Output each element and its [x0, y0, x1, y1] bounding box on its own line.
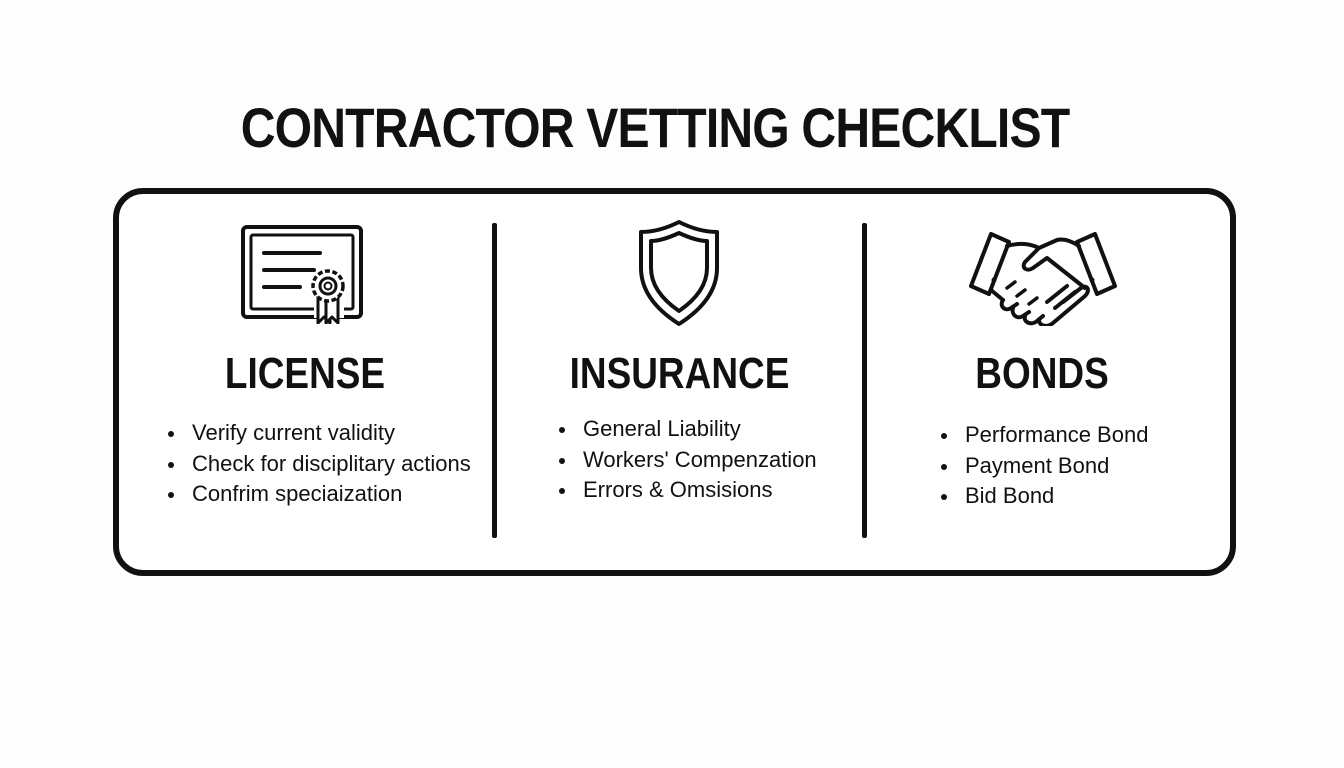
- list-item: Bid Bond: [939, 481, 1148, 512]
- bonds-column: [867, 196, 1217, 556]
- bonds-list: [939, 420, 1148, 512]
- certificate-icon: [240, 224, 366, 324]
- list-item: General Liability: [557, 414, 817, 445]
- bonds-heading: BONDS: [975, 349, 1109, 398]
- list-item: Confrim speciaization: [166, 479, 471, 510]
- license-heading: LICENSE: [224, 349, 386, 398]
- license-list: [166, 418, 471, 510]
- list-item: Payment Bond: [939, 451, 1148, 482]
- list-item: Performance Bond: [939, 420, 1148, 451]
- insurance-list: [557, 414, 817, 506]
- shield-icon: [637, 218, 721, 328]
- handshake-icon: [967, 230, 1119, 326]
- license-column: [120, 196, 490, 556]
- list-item: Verify current validity: [166, 418, 471, 449]
- list-item: Workers' Compenzation: [557, 445, 817, 476]
- page-title: CONTRACTOR VETTING CHECKLIST: [240, 96, 1070, 159]
- list-item: Errors & Omsisions: [557, 475, 817, 506]
- insurance-column: [497, 196, 862, 556]
- list-item: Check for disciplitary actions: [166, 449, 471, 480]
- insurance-heading: INSURANCE: [569, 349, 790, 398]
